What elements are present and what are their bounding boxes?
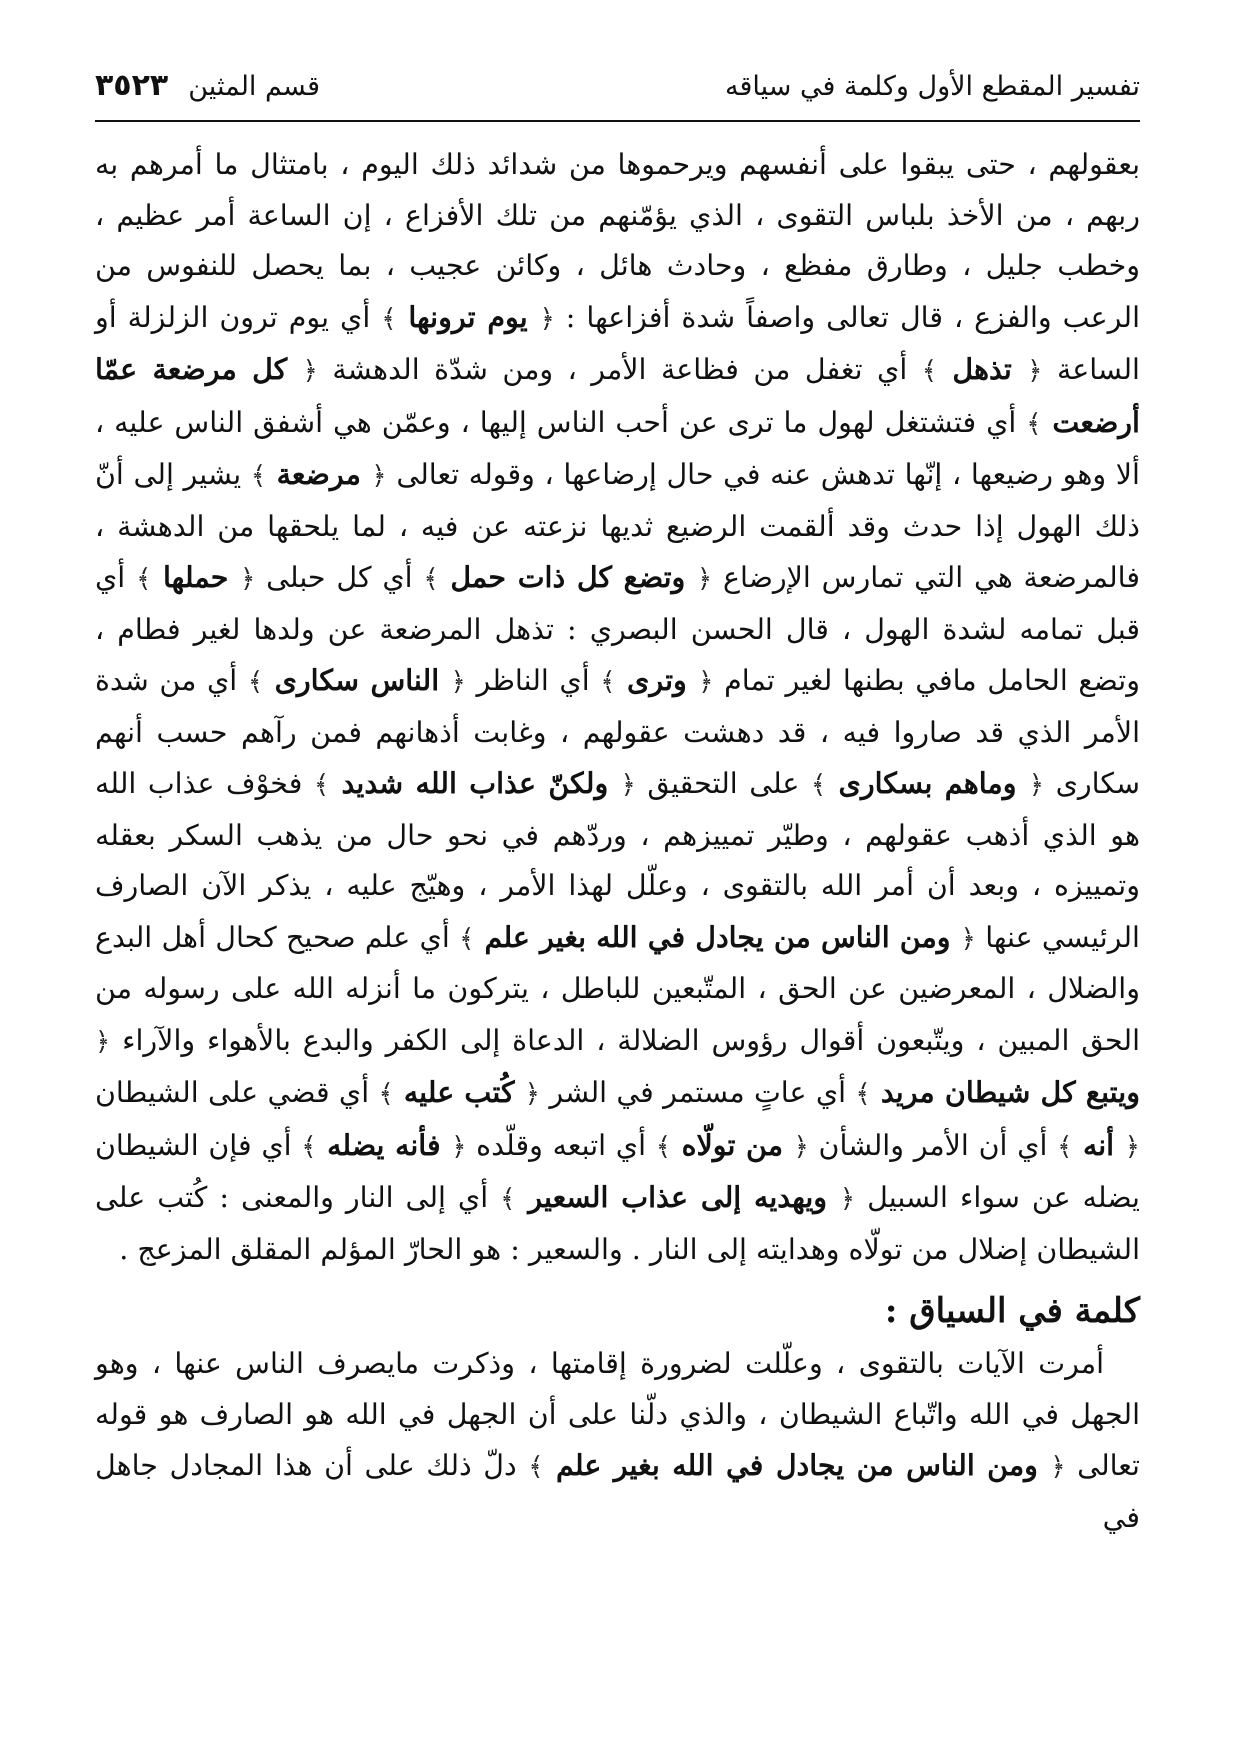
text-run: أي تغفل من فظاعة الأمر ، ومن شدّة الدهشة: [317, 353, 922, 386]
page-body: [95, 140, 1140, 1543]
ornate-bracket-close: ﴾: [600, 667, 616, 697]
quran-quote: [136, 560, 255, 594]
text-run: أي يوم ترون الزلزلة أو الساعة: [95, 300, 1140, 386]
quran-text: من تولّاه: [681, 1127, 783, 1162]
quran-text: أنه: [1082, 1127, 1115, 1162]
ornate-bracket-close: ﴾: [381, 303, 397, 334]
paragraph-2: [95, 1339, 1140, 1543]
quran-quote: [423, 560, 712, 594]
quran-text: وترى: [627, 663, 687, 697]
ornate-bracket-open: ﴿: [524, 1079, 541, 1109]
ornate-bracket-close: ﴾: [247, 667, 264, 697]
quran-text: يوم ترونها: [408, 299, 528, 334]
text-run: أمرت الآيات بالتقوى ، وعلّلت لضرورة إقامتها ، وذكرت مايصرف الناس عنها ، وهو الجهل في الله واتّباع الشيطان ، والذي دلّنا على أن الجهل في الله هو الصارف هو قوله تعالى: [95, 1347, 1140, 1482]
quran-text: وتضع كل ذات حمل: [450, 560, 686, 594]
quran-quote: [314, 766, 636, 800]
ornate-bracket-open: ﴿: [371, 461, 387, 491]
quran-text: وماهم بسكارى: [838, 766, 1017, 800]
text-run: أي اتبعه وقلّده: [466, 1128, 656, 1162]
text-run: أي قبل تمامه لشدة الهول ، قال الحسن البصري : تذهل المرضعة عن ولدها لغير فطام ، وتضع الحامل مافي بطنها لغير تمام: [95, 561, 1141, 697]
section-heading: كلمة في السياق :: [884, 1291, 1140, 1331]
ornate-bracket-open: ﴿: [302, 356, 318, 386]
ornate-bracket-open: ﴿: [240, 564, 256, 594]
ornate-bracket-open: ﴿: [698, 667, 714, 697]
quran-text: حملها: [163, 560, 229, 594]
ornate-bracket-open: ﴿: [696, 564, 713, 594]
ornate-bracket-open: ﴿: [450, 667, 466, 697]
ornate-bracket-open: ﴿: [1124, 1131, 1140, 1162]
ornate-bracket-close: ﴾: [1026, 408, 1042, 439]
quran-quote: [656, 1128, 809, 1162]
quran-quote: [922, 352, 1043, 386]
ornate-bracket-close: ﴾: [301, 1131, 317, 1162]
quran-quote: [1057, 1128, 1140, 1162]
ornate-bracket-close: ﴾: [855, 1079, 871, 1109]
quran-text: ويهديه إلى عذاب السعير: [528, 1180, 828, 1214]
text-run: فخوْف عذاب الله هو الذي أذهب عقولهم ، وطيّر تمييزهم ، وردّهم في نحو حال من يذهب السكر بعقله وتمييزه ، وبعد أن أمر الله بالتقوى ، وعلّل لهذا الأمر ، وهيّج عليه ، يذكر الآن الصارف الرئيسي عنها: [95, 767, 1140, 954]
ornate-bracket-open: ﴿: [1050, 1452, 1066, 1482]
page-number: ٣٥٢٣: [95, 68, 169, 103]
ornate-bracket-open: ﴿: [620, 770, 636, 800]
text-run: أي أن الأمر والشأن: [808, 1128, 1058, 1162]
ornate-bracket-close: ﴾: [378, 1079, 394, 1109]
ornate-bracket-close: ﴾: [136, 564, 152, 594]
text-run: يشير إلى أنّ ذلك الهول إذا حدث وقد ألقمت الرضيع ثديها نزعته عن فيه ، لما يلحقها من الدهشة ، فالمرضعة هي التي تمارس الإرضاع: [95, 458, 1140, 594]
text-run: أي فإن الشيطان يضله عن سواء السبيل: [95, 1128, 1140, 1214]
text-run: أي إلى النار والمعنى : كُتب على الشيطان إضلال من تولّاه وهدايته إلى النار . والسعير : هو الحارّ المؤلم المقلق المزعج .: [95, 1181, 1140, 1266]
quran-quote: [459, 920, 976, 954]
quran-quote: [301, 1128, 466, 1162]
text-run: أي كل حبلى: [255, 561, 424, 594]
quran-text: ومن الناس من يجادل في الله بغير علم: [555, 1448, 1038, 1482]
header-title: تفسير المقطع الأول وكلمة في سياقه: [725, 71, 1140, 102]
ornate-bracket-open: ﴿: [451, 1131, 467, 1162]
running-header: [95, 68, 1140, 122]
ornate-bracket-close: ﴾: [1057, 1131, 1073, 1162]
quran-text: فأنه يضله: [327, 1127, 441, 1162]
ornate-bracket-close: ﴾: [459, 923, 475, 954]
ornate-bracket-open: ﴿: [793, 1131, 809, 1162]
ornate-bracket-open: ﴿: [1028, 770, 1045, 800]
ornate-bracket-close: ﴾: [528, 1452, 544, 1482]
paragraph-1: [95, 140, 1140, 1275]
ornate-bracket-open: ﴿: [539, 303, 555, 334]
text-run: بعقولهم ، حتى يبقوا على أنفسهم ويرحموها من شدائد ذلك اليوم ، بامتثال ما أمرهم به ربهم ، من الأخذ بلباس التقوى ، الذي يؤمّنهم من تلك الأفزاع ، إن الساعة أمر عظيم ، وخطب جليل ، وطارق مفظع ، وحادث هائل ، وكائن عجيب ، بما يحصل للنفوس من الرعب والفزع ، قال تعالى واصفاً شدة أفزاعها :: [95, 148, 1140, 334]
quran-text: ويتبع كل شيطان مريد: [880, 1075, 1140, 1109]
header-left-group: [95, 68, 320, 103]
header-section-name: قسم المثين: [188, 71, 320, 102]
ornate-bracket-close: ﴾: [810, 770, 827, 800]
quran-text: الناس سكارى: [274, 663, 440, 697]
ornate-bracket-close: ﴾: [313, 770, 330, 800]
text-run: على التحقيق: [635, 767, 811, 800]
ornate-bracket-open: ﴿: [839, 1184, 856, 1214]
ornate-bracket-close: ﴾: [921, 356, 937, 386]
ornate-bracket-open: ﴿: [95, 1026, 111, 1057]
quran-quote: [248, 663, 466, 697]
text-run: أي الناظر: [465, 664, 601, 697]
quran-quote: [811, 766, 1044, 800]
quran-text: مرضعة: [276, 457, 361, 491]
quran-quote: [381, 300, 555, 334]
page: [95, 68, 1140, 1543]
quran-text: تذهل: [952, 352, 1012, 386]
text-run: دلّ ذلك على أن هذا المجادل جاهل في: [95, 1449, 1140, 1534]
ornate-bracket-open: ﴿: [1027, 356, 1043, 386]
ornate-bracket-close: ﴾: [500, 1184, 516, 1214]
quran-quote: [500, 1180, 855, 1214]
quran-quote: [251, 457, 387, 491]
quran-quote: [528, 1448, 1065, 1482]
quran-text: ولكنّ عذاب الله شديد: [341, 766, 609, 800]
ornate-bracket-close: ﴾: [250, 461, 267, 491]
text-run: أي من شدة الأمر الذي قد صاروا فيه ، قد دهشت عقولهم ، وغابت أذهانهم فمن رآهم حسب أنهم سكارى: [95, 664, 1140, 800]
quran-text: ومن الناس من يجادل في الله بغير علم: [484, 919, 951, 954]
text-run: أي فتشتغل لهول ما ترى عن أحب الناس إليها ، وعمّن هي أشفق الناس عليه ، ألا وهو رضيعها ، إنّها تدهش عنه في حال إرضاعها ، وقوله تعالى: [95, 405, 1140, 491]
quran-text: كُتب عليه: [403, 1075, 515, 1109]
text-run: أي قضي على الشيطان: [95, 1076, 379, 1109]
ornate-bracket-close: ﴾: [423, 564, 439, 594]
quran-quote: [600, 663, 713, 697]
text-run: أي علم صحيح كحال أهل البدع والضلال ، المعرضين عن الحق ، المتّبعين للباطل ، يتركون ما أنزله الله على رسوله من الحق المبين ، ويتّبعون أقوال رؤوس الضلالة ، الدعاة إلى الكفر والبدع بالأهواء والآراء: [95, 920, 1140, 1057]
ornate-bracket-close: ﴾: [655, 1131, 671, 1162]
ornate-bracket-open: ﴿: [960, 923, 976, 954]
quran-text: كل مرضعة عمّا أرضعت: [95, 352, 1140, 439]
quran-quote: [378, 1075, 540, 1109]
text-run: أي عاتٍ مستمر في الشر: [540, 1076, 856, 1109]
